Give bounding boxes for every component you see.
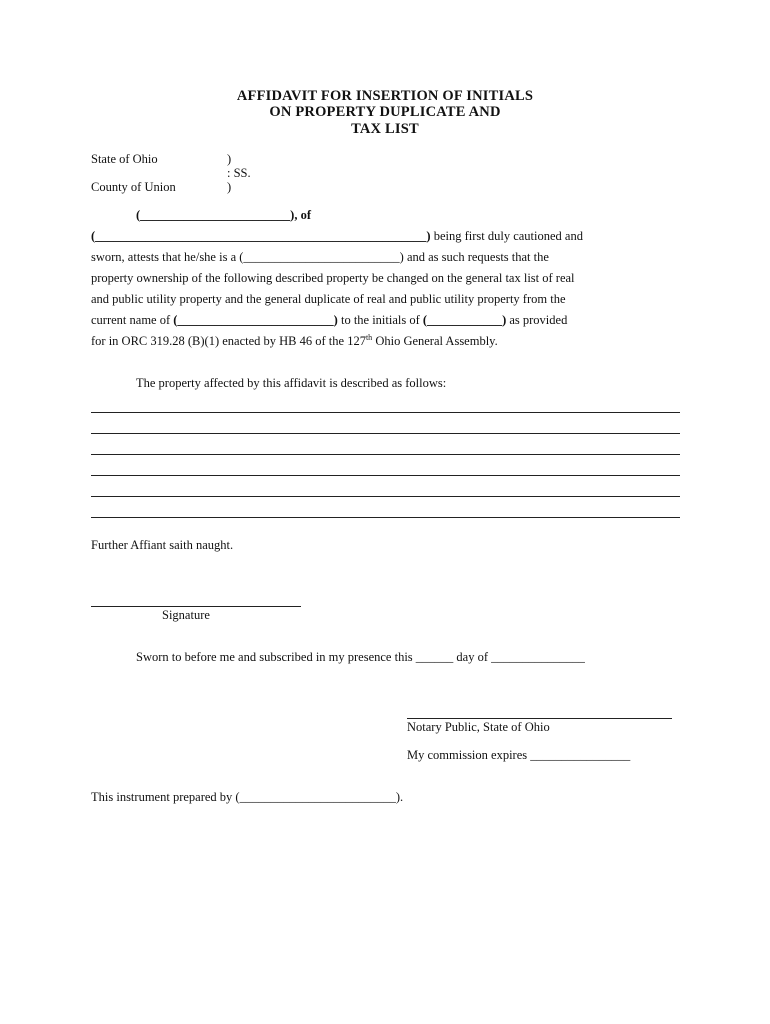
body-line-6-b: to the initials of: [337, 313, 423, 327]
venue-paren-1: ): [227, 152, 232, 166]
body-line-2-text: being first duly cautioned and: [430, 229, 583, 243]
affiant-name-blank[interactable]: (________________________), of: [136, 208, 311, 222]
body-line-3-b: ) and as such requests that the: [399, 250, 549, 264]
document-title-line-2: ON PROPERTY DUPLICATE AND: [269, 104, 501, 120]
body-line-5: and public utility property and the general duplicate of real and public utility property from the: [91, 292, 566, 306]
body-line-7-b: Ohio General Assembly.: [372, 334, 498, 348]
body-line-2: [91, 229, 680, 244]
property-description-line-5[interactable]: [91, 496, 680, 497]
ordinal-suffix: th: [365, 332, 373, 342]
notary-label: Notary Public, State of Ohio: [407, 720, 550, 734]
body-line-4: property ownership of the following described property be changed on the general tax list of real: [91, 271, 575, 285]
current-name-blank[interactable]: (_________________________): [173, 313, 338, 327]
sworn-statement[interactable]: Sworn to before me and subscribed in my presence this ______ day of _______________: [136, 650, 585, 664]
document-title-line-1: AFFIDAVIT FOR INSERTION OF INITIALS: [236, 88, 534, 104]
notary-signature-line[interactable]: [407, 718, 672, 719]
venue-paren-2: ): [227, 180, 232, 194]
property-description-line-2[interactable]: [91, 433, 680, 434]
venue-ss: : SS.: [227, 166, 251, 180]
property-description-line-6[interactable]: [91, 517, 680, 518]
body-line-3-a: sworn, attests that he/she is a (: [91, 250, 244, 264]
signature-line[interactable]: [91, 606, 301, 607]
body-line-7-a: for in ORC 319.28 (B)(1) enacted by HB 46 of the 127: [91, 334, 366, 348]
venue-state: State of Ohio: [91, 152, 158, 166]
property-description-line-4[interactable]: [91, 475, 680, 476]
further-affiant: Further Affiant saith naught.: [91, 538, 234, 552]
document-title-line-3: TAX LIST: [351, 121, 419, 137]
property-intro: The property affected by this affidavit is described as follows:: [136, 376, 447, 390]
property-description-line-3[interactable]: [91, 454, 680, 455]
body-line-6-c: as provided: [506, 313, 568, 327]
signature-label: Signature: [162, 608, 210, 622]
body-line-7: [91, 334, 498, 349]
body-line-6: [91, 313, 567, 328]
affiant-address-blank[interactable]: (_____________________________________________________): [91, 229, 431, 243]
affiant-capacity-blank[interactable]: _________________________: [243, 250, 400, 264]
venue-county: County of Union: [91, 180, 176, 194]
body-line-6-a: current name of: [91, 313, 174, 327]
initials-blank[interactable]: (____________): [422, 313, 507, 327]
prepared-by[interactable]: This instrument prepared by (_________________________).: [91, 790, 404, 804]
property-description-line-1[interactable]: [91, 412, 680, 413]
commission-expires[interactable]: My commission expires ________________: [407, 748, 631, 762]
body-line-3: [91, 250, 549, 265]
